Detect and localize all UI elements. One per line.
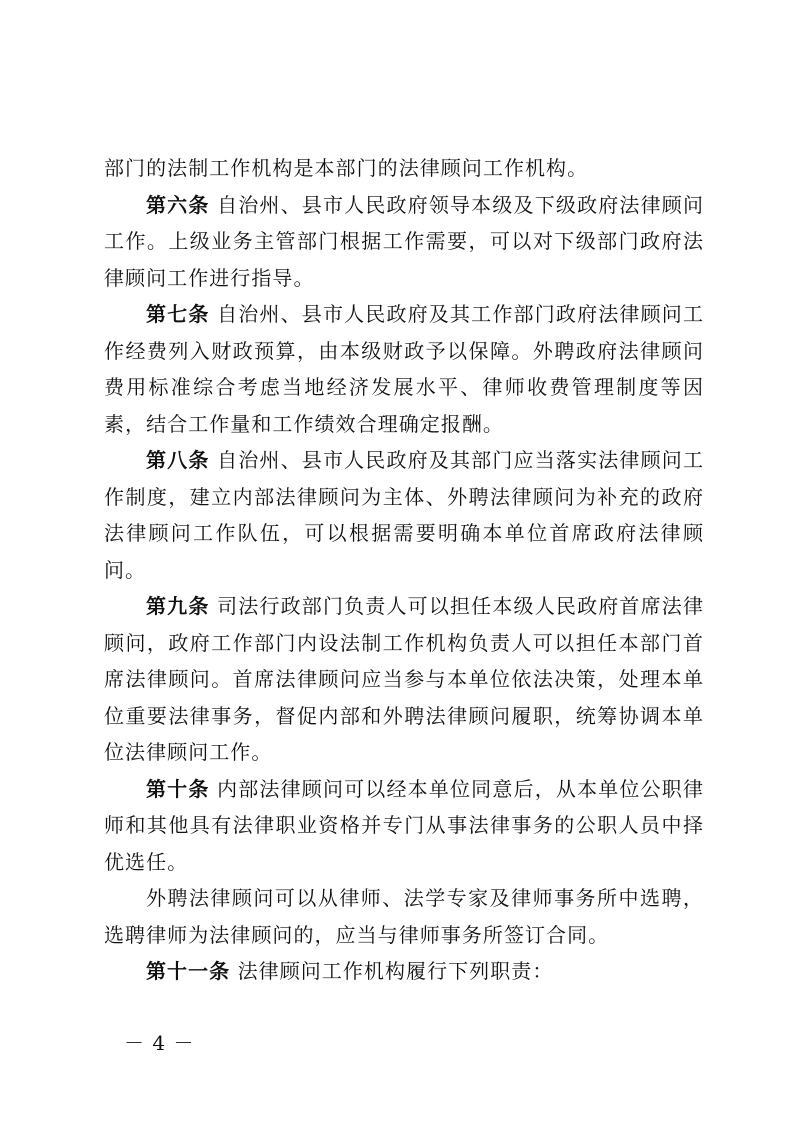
article-7 xyxy=(104,296,704,442)
article-heading: 第十条 xyxy=(146,776,210,801)
paragraph-text: 内部法律顾问可以经本单位同意后，从本单位公职律师和其他具有法律职业资格并专门从事法律事务的公职人员中择优选任。 xyxy=(104,776,704,874)
paragraph-text: 自治州、县市人民政府及其部门应当落实法律顾问工作制度，建立内部法律顾问为主体、外聘法律顾问为补充的政府法律顾问工作队伍，可以根据需要明确本单位首席政府法律顾问。 xyxy=(104,448,704,582)
article-heading: 第七条 xyxy=(146,302,210,326)
article-11 xyxy=(104,953,704,990)
article-8 xyxy=(104,442,704,588)
article-9 xyxy=(104,588,704,771)
paragraph-text: 自治州、县市人民政府及其工作部门政府法律顾问工作经费列入财政预算，由本级财政予以保障。外聘政府法律顾问费用标准综合考虑当地经济发展水平、律师收费管理制度等因素，结合工作量和工作绩效合理确定报酬。 xyxy=(104,302,704,436)
paragraph-text: 法律顾问工作机构履行下列职责： xyxy=(237,959,554,983)
page-number: － 4 － xyxy=(124,1031,195,1055)
body-text xyxy=(104,150,704,990)
paragraph-continuation xyxy=(104,150,704,187)
paragraph-text: 外聘法律顾问可以从律师、法学专家及律师事务所中选聘，选聘律师为法律顾问的，应当与律师事务所签订合同。 xyxy=(104,886,704,947)
paragraph-text: 部门的法制工作机构是本部门的法律顾问工作机构。 xyxy=(104,156,589,180)
article-heading: 第十一条 xyxy=(146,959,231,983)
article-heading: 第八条 xyxy=(146,448,210,472)
paragraph-text: 司法行政部门负责人可以担任本级人民政府首席法律顾问，政府工作部门内设法制工作机构负责人可以担任本部门首席法律顾问。首席法律顾问应当参与本单位依法决策，处理本单位重要法律事务，督促内部和外聘法律顾问履职，统筹协调本单位法律顾问工作。 xyxy=(104,594,704,764)
article-6 xyxy=(104,187,704,297)
article-10 xyxy=(104,771,704,881)
article-heading: 第六条 xyxy=(146,192,210,217)
article-heading: 第九条 xyxy=(146,594,210,618)
article-10-paragraph-2 xyxy=(104,880,704,953)
paragraph-text: 自治州、县市人民政府领导本级及下级政府法律顾问工作。上级业务主管部门根据工作需要，可以对下级部门政府法律顾问工作进行指导。 xyxy=(104,192,704,290)
